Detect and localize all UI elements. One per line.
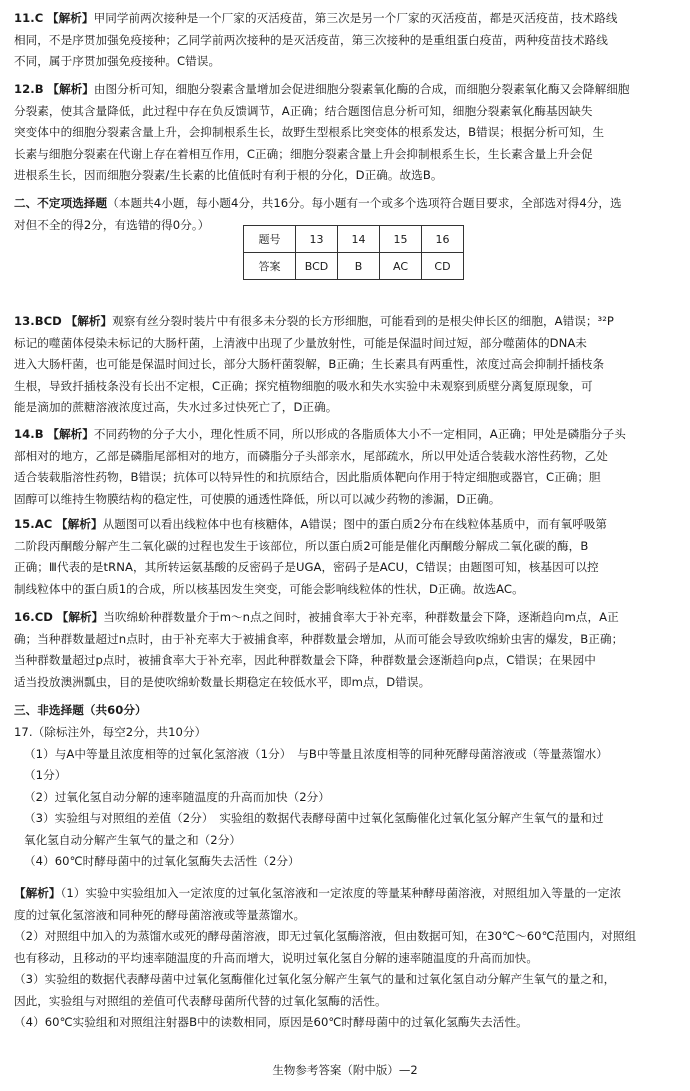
section-title: 三、非选择题（共60分） (14, 703, 147, 717)
text-line: 不同药物的分子大小，理化性质不同，所以形成的各脂质体大小不一定相同，A正确；甲处是磷脂分子头 (93, 427, 626, 441)
text-line: 长素与细胞分裂素在代谢上存在着相互作用，C正确；细胞分裂素含量上升会抑制根系生长，生长素含量上升会促 (14, 146, 593, 161)
text-line: 观察有丝分裂时装片中有很多未分裂的长方形细胞，可能看到的是根尖伸长区的细胞，A错误；³²P (112, 314, 614, 328)
analysis-tag: 【解析】 (56, 517, 103, 531)
text-line: 确；当种群数量超过n点时，由于补充率大于被捕食率，种群数量会增加，从而可能会导致吹绵蚧虫害的爆发，B正确； (14, 631, 624, 646)
text-line: 分裂素，使其含量降低，此过程中存在负反馈调节，A正确；结合题图信息分析可知，细胞分裂素氧化酶基因缺失 (14, 103, 593, 118)
text-line: 能是滴加的蔗糖溶液浓度过高，失水过多过快死亡了，D正确。 (14, 400, 338, 414)
answer-table (243, 225, 464, 280)
table-cell: B (338, 253, 380, 280)
text-line: 二阶段丙酮酸分解产生二氧化碳的过程也发生于该部位，所以蛋白质2可能是催化丙酮酸分解成二氧化碳的酶，B (14, 538, 589, 553)
analysis-tag: 【解析】 (47, 427, 94, 441)
text-line: 固醇可以维持生物膜结构的稳定性，可使膜的通透性降低，所以可以减少药物的渗漏，D正确。 (14, 491, 501, 506)
text-line: 适当投放澳洲瓢虫，目的是使吹绵蚧数量长期稳定在较低水平，即m点，D错误。 (14, 674, 431, 689)
text-line: （1）实验中实验组加入一定浓度的过氧化氢溶液和一定浓度的等量某种酵母菌溶液，对照组加入等量的一定浓 (60, 886, 622, 900)
answer-line: （1分） (24, 768, 67, 782)
question-heading: 17.（除标注外，每空2分，共10分） (14, 725, 207, 739)
text-line: 当吹绵蚧种群数量介于m～n点之间时，被捕食率大于补充率，种群数量会下降，逐渐趋向m点，A正 (103, 610, 619, 624)
question-13-explanation (14, 311, 676, 419)
text-line: （本题共4小题，每小题4分，共16分。每小题有一个或多个选项符合题目要求，全部选对得4分，选 (107, 196, 622, 210)
text-line: 由图分析可知，细胞分裂素含量增加会促进细胞分裂素氧化酶的合成，而细胞分裂素氧化酶又会降解细胞 (93, 82, 630, 96)
text-line: 正确；Ⅲ代表的是tRNA，其所转运氨基酸的反密码子是UGA，密码子是ACU，C错误；由题图可知，核基因可以控 (14, 560, 599, 574)
text-line: 不同，属于序贯加强免疫接种。C错误。 (14, 54, 221, 68)
question-number: 13.BCD (14, 314, 62, 328)
question-number: 16.CD (14, 610, 53, 624)
table-cell: 题号 (244, 226, 296, 253)
table-row (244, 226, 464, 253)
analysis-tag: 【解析】 (47, 11, 94, 25)
analysis-tag: 【解析】 (14, 886, 61, 900)
text-line: 适合装载脂溶性药物，B错误；抗体可以特异性的和抗原结合，因此脂质体靶向作用于特定细胞或器官，C正确；胆 (14, 470, 601, 484)
text-line: 生根，导致扦插枝条没有长出不定根，C正确；探究植物细胞的吸水和失水实验中未观察到质壁分离复原现象，可 (14, 378, 593, 393)
text-line: （4）60℃实验组和对照组注射器B中的读数相同，原因是60℃时酵母菌中的过氧化氢酶失去活性。 (14, 1015, 528, 1029)
text-line: 因此，实验组与对照组的差值可代表酵母菌所代替的过氧化氢酶的活性。 (14, 993, 387, 1008)
question-number: 15.AC (14, 517, 53, 531)
page-footer: 生物参考答案（附中版）—2 (272, 1063, 418, 1077)
table-cell: CD (422, 253, 464, 280)
answer-line: （2）过氧化氢自动分解的速率随温度的升高而加快（2分） (24, 789, 330, 804)
table-row (244, 253, 464, 280)
table-cell: 14 (338, 226, 380, 253)
text-line: 对但不全的得2分，有选错的得0分。） (14, 217, 210, 232)
text-line: 也有移动，且移动的平均速率随温度的升高而增大，说明过氧化氢自分解的速率随温度的升高而加快。 (14, 950, 538, 965)
section-title: 二、不定项选择题 (14, 196, 108, 210)
analysis-tag: 【解析】 (65, 314, 113, 328)
question-16-explanation (14, 607, 676, 693)
text-line: 进入大肠杆菌，也可能是保温时间过长，部分大肠杆菌裂解，B正确；生长素具有两重性，浓度过高会抑制扦插枝条 (14, 357, 605, 371)
question-15-explanation (14, 514, 676, 600)
table-cell: AC (380, 253, 422, 280)
question-17-answers (14, 722, 676, 873)
table-cell: 答案 (244, 253, 296, 280)
answer-line: （3）实验组与对照组的差值（2分） 实验组的数据代表酵母菌中过氧化氢酶催化过氧化氢分解产生氧气的量和过 (24, 811, 604, 825)
table-cell: 13 (296, 226, 338, 253)
text-line: 相同，不是序贯加强免疫接种；乙同学前两次接种的是灭活疫苗，第三次接种的是重组蛋白疫苗，两种疫苗技术路线 (14, 32, 608, 47)
question-number: 12.B (14, 82, 44, 96)
question-11-explanation (14, 8, 676, 73)
text-line: 当种群数量超过p点时，被捕食率大于补充率，因此种群数量会下降，种群数量会逐渐趋向p点，C错误；在果园中 (14, 653, 596, 667)
text-line: （2）对照组中加入的为蒸馏水或死的酵母菌溶液，即无过氧化氢酶溶液，但由数据可知，在30℃～60℃范围内，对照组 (14, 929, 637, 943)
text-line: 部相对的地方，乙部是磷脂尾部相对的地方，而磷脂分子头部亲水，尾部疏水，所以甲处适合装载水溶性药物，乙处 (14, 448, 608, 463)
analysis-tag: 【解析】 (47, 82, 94, 96)
table-cell: 15 (380, 226, 422, 253)
question-17-explanation (14, 883, 676, 1034)
section-3-heading (14, 700, 676, 722)
question-14-explanation (14, 424, 676, 510)
question-12-explanation (14, 79, 676, 187)
analysis-tag: 【解析】 (56, 610, 104, 624)
text-line: 标记的噬菌体侵染未标记的大肠杆菌，上清液中出现了少量放射性，可能是保温时间过短，部分噬菌体的DNA未 (14, 335, 587, 350)
text-line: （3）实验组的数据代表酵母菌中过氧化氢酶催化过氧化氢分解产生氧气的量和过氧化氢自动分解产生氧气的量之和， (14, 972, 616, 986)
question-number: 14.B (14, 427, 44, 441)
text-line: 进根系生长，因而细胞分裂素/生长素的比值低时有利于根的分化，D正确。故选B。 (14, 168, 443, 182)
answer-line: （1）与A中等量且浓度相等的过氧化氢溶液（1分） 与B中等量且浓度相等的同种死酵母菌溶液或（等量蒸馏水） (24, 746, 608, 761)
answer-line: 氧化氢自动分解产生氧气的量之和（2分） (24, 832, 242, 847)
text-line: 制线粒体中的蛋白质1的合成，所以核基因发生突变，可能会影响线粒体的性状，D正确。故选AC。 (14, 581, 524, 596)
answer-line: （4）60℃时酵母菌中的过氧化氢酶失去活性（2分） (24, 854, 300, 868)
text-line: 从题图可以看出线粒体中也有核糖体，A错误；图中的蛋白质2分布在线粒体基质中，而有氧呼吸第 (102, 517, 608, 531)
text-line: 甲同学前两次接种是一个厂家的灭活疫苗，第三次是另一个厂家的灭活疫苗，都是灭活疫苗，技术路线 (93, 11, 618, 25)
question-number: 11.C (14, 11, 44, 25)
text-line: 突变体中的细胞分裂素含量上升，会抑制根系生长，故野生型根系比突变体的根系发达，B错误；根据分析可知，生 (14, 125, 605, 139)
table-cell: 16 (422, 226, 464, 253)
text-line: 度的过氧化氢溶液和同种死的酵母菌溶液或等量蒸馏水。 (14, 907, 306, 922)
table-cell: BCD (296, 253, 338, 280)
